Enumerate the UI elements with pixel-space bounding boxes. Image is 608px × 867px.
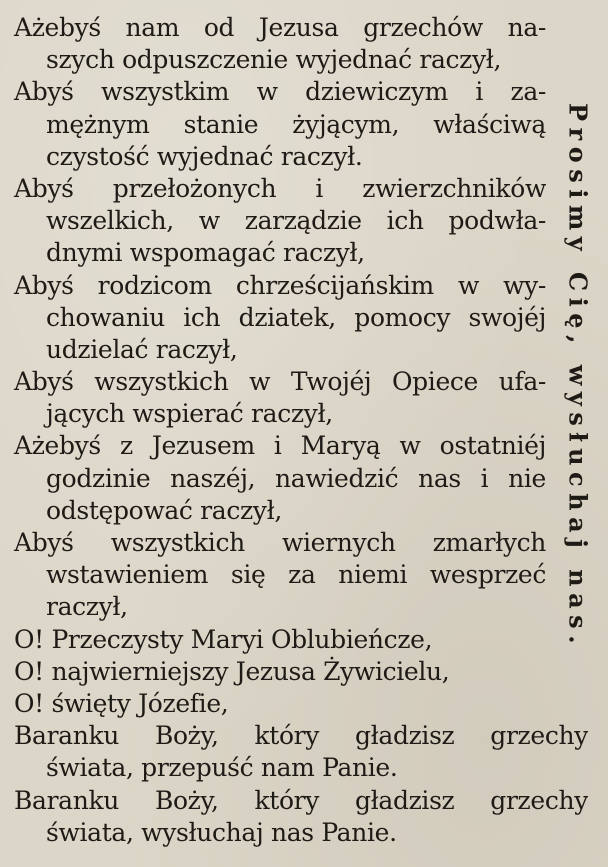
verse-line: świata, przepuść nam Panie. (46, 753, 398, 783)
verse-line: wstawieniem się za niemi wesprzeć (46, 560, 546, 590)
verse-4 (0, 270, 560, 367)
verse-5 (0, 366, 560, 430)
verse-line: Baranku Boży, który gładzisz grzechy (14, 785, 588, 815)
verse-line: raczył, (46, 592, 128, 622)
verse-12 (0, 785, 588, 849)
verse-11 (0, 720, 588, 784)
verse-line: Abyś przełożonych i zwierzchników (14, 173, 546, 203)
verse-line: godzinie naszéj, nawiedzić nas i nie (46, 463, 546, 493)
verse-line: chowaniu ich dziatek, pomocy swojéj (46, 302, 546, 332)
verse-line: O! święty Józefie, (14, 688, 229, 718)
verse-3 (0, 173, 560, 270)
verse-line: Baranku Boży, który gładzisz grzechy (14, 721, 588, 751)
verse-line: Abyś wszystkich w Twojéj Opiece ufa- (14, 367, 546, 397)
verse-line: świata, wysłuchaj nas Panie. (46, 817, 397, 847)
verse-line: Ażebyś nam od Jezusa grzechów na- (14, 13, 546, 42)
verse-line: Abyś rodzicom chrześcijańskim w wy- (14, 270, 546, 300)
verse-line: jących wspierać raczył, (46, 399, 333, 429)
verse-1 (0, 12, 560, 76)
verse-10 (0, 688, 560, 720)
verse-line: odstępować raczył, (46, 495, 282, 525)
verse-9 (0, 656, 560, 688)
verse-line: Abyś wszystkim w dziewiczym i za- (14, 77, 546, 107)
verse-line: O! najwierniejszy Jezusa Żywicielu, (14, 656, 450, 686)
verse-line: Abyś wszystkich wiernych zmarłych (14, 528, 546, 557)
verse-6 (0, 430, 560, 527)
verse-7 (0, 527, 560, 624)
verse-line: wszelkich, w zarządzie ich podwła- (46, 206, 546, 236)
verse-2 (0, 76, 560, 173)
verse-line: udzielać raczył, (46, 334, 238, 364)
verse-line: szych odpuszczenie wyjednać raczył, (46, 45, 502, 75)
verse-line: Ażebyś z Jezusem i Maryą w ostatniéj (14, 431, 546, 461)
side-refrain (558, 92, 598, 662)
side-refrain-text: Prosimy Cię, wysłuchaj nas. (563, 103, 593, 651)
verse-line: O! Przeczysty Maryi Oblubieńcze, (14, 624, 433, 654)
verse-8 (0, 624, 560, 656)
verse-line: czystość wyjednać raczył. (46, 141, 363, 171)
verse-line: dnymi wspomagać raczył, (46, 238, 365, 268)
verse-line: mężnym stanie żyjącym, właściwą (46, 109, 546, 139)
